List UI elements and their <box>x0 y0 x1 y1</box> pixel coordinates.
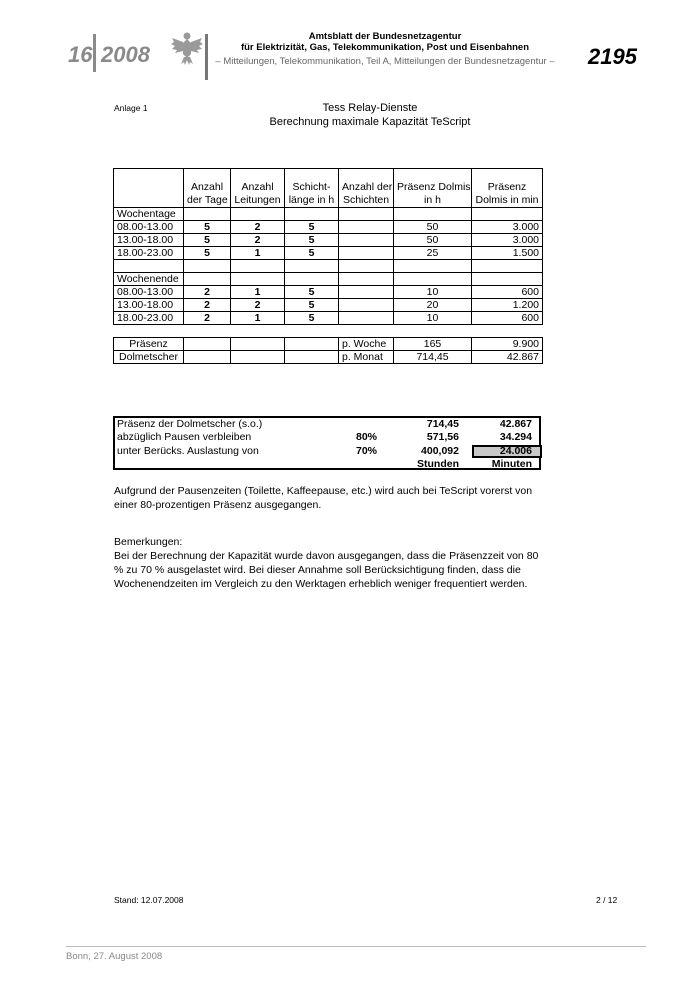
summary-percent: 70% <box>355 445 377 457</box>
footer-place-date: Bonn, 27. August 2008 <box>66 951 163 962</box>
gazette-title-line1: Amtsblatt der Bundesnetzagentur <box>308 31 462 42</box>
header-cell: Präsenz Dolmis in min <box>472 169 543 208</box>
status-date: Stand: 12.07.2008 <box>114 895 184 905</box>
document-title: Tess Relay-Dienste <box>322 102 418 114</box>
section-label: Wochentage <box>114 208 184 221</box>
page-number: 2195 <box>588 44 637 69</box>
presence-label: Dolmetscher <box>114 351 184 364</box>
header-cell: Präsenz Dolmis in h <box>394 169 472 208</box>
summary-result-minutes: 24.006 <box>499 445 532 457</box>
summary-hours: 571,56 <box>426 431 459 443</box>
footer-divider <box>66 946 646 947</box>
table-row: Dolmetscher p. Monat 714,45 42.867 <box>114 351 543 364</box>
header-cell: Anzahl der Tage <box>184 169 231 208</box>
federal-eagle-icon <box>170 30 204 66</box>
table-header-row <box>114 169 543 208</box>
table-row: 08.00-13.00 5 2 5 50 3.000 <box>114 221 543 234</box>
capacity-table <box>113 168 543 325</box>
header-cell <box>114 169 184 208</box>
unit-hours: Stunden <box>417 458 459 470</box>
summary-hours: 400,092 <box>421 445 459 457</box>
summary-hours: 714,45 <box>426 418 459 430</box>
section-row-wochenende <box>114 273 543 286</box>
table-row: 08.00-13.00 2 1 5 10 600 <box>114 286 543 299</box>
gazette-title-line2: für Elektrizität, Gas, Telekommunikation, Post und Eisenbahnen <box>240 42 530 53</box>
table-row: 18.00-23.00 5 1 5 25 1.500 <box>114 247 543 260</box>
summary-box <box>113 416 541 470</box>
summary-percent: 80% <box>355 431 377 443</box>
summary-minutes: 42.867 <box>499 418 532 430</box>
page-of: 2 / 12 <box>596 895 618 905</box>
header-vertical-bar <box>205 34 208 80</box>
table-row: 13.00-18.00 2 2 5 20 1.200 <box>114 299 543 312</box>
summary-label: unter Berücks. Auslastung von <box>117 445 259 457</box>
table-row: Präsenz p. Woche 165 9.900 <box>114 338 543 351</box>
summary-label: abzüglich Pausen verbleiben <box>117 431 252 443</box>
presence-label: Präsenz <box>114 338 184 351</box>
remarks-text: Bei der Berechnung der Kapazität wurde davon ausgegangen, dass die Präsenzzeit von 80 % zu 70 % ausgelastet wird. Bei dieser Annahme soll Berücksichtigung finden, dass die Wochenendzeiten im Vergleich zu den Werktagen erheblich weniger frequentiert werden. <box>114 550 539 590</box>
table-row: 13.00-18.00 5 2 5 50 3.000 <box>114 234 543 247</box>
gazette-subtitle: – Mitteilungen, Telekommunikation, Teil A, Mitteilungen der Bundesnetzagentur – <box>215 56 555 67</box>
paragraph-breaks: Aufgrund der Pausenzeiten (Toilette, Kaffeepause, etc.) wird auch bei TeScript vorerst von einer 80-prozentigen Präsenz ausgegangen. <box>114 485 533 511</box>
summary-label: Präsenz der Dolmetscher (s.o.) <box>117 418 263 430</box>
remarks-heading: Bemerkungen: <box>114 536 183 548</box>
header-cell: Anzahl Leitungen <box>231 169 285 208</box>
header-cell: Anzahl der Schichten <box>339 169 394 208</box>
annex-label: Anlage 1 <box>114 103 148 113</box>
issue-separator <box>93 34 96 72</box>
spacer-row <box>114 260 543 273</box>
section-label: Wochenende <box>114 273 184 286</box>
presence-table <box>113 337 543 364</box>
unit-minutes: Minuten <box>491 458 532 470</box>
section-row-wochentage <box>114 208 543 221</box>
table-row: 18.00-23.00 2 1 5 10 600 <box>114 312 543 325</box>
issue-year: 2008 <box>101 42 150 67</box>
issue-number: 16 <box>68 42 93 67</box>
summary-minutes: 34.294 <box>499 431 532 443</box>
header-cell: Schicht- länge in h <box>285 169 339 208</box>
document-subtitle: Berechnung maximale Kapazität TeScript <box>269 116 471 128</box>
